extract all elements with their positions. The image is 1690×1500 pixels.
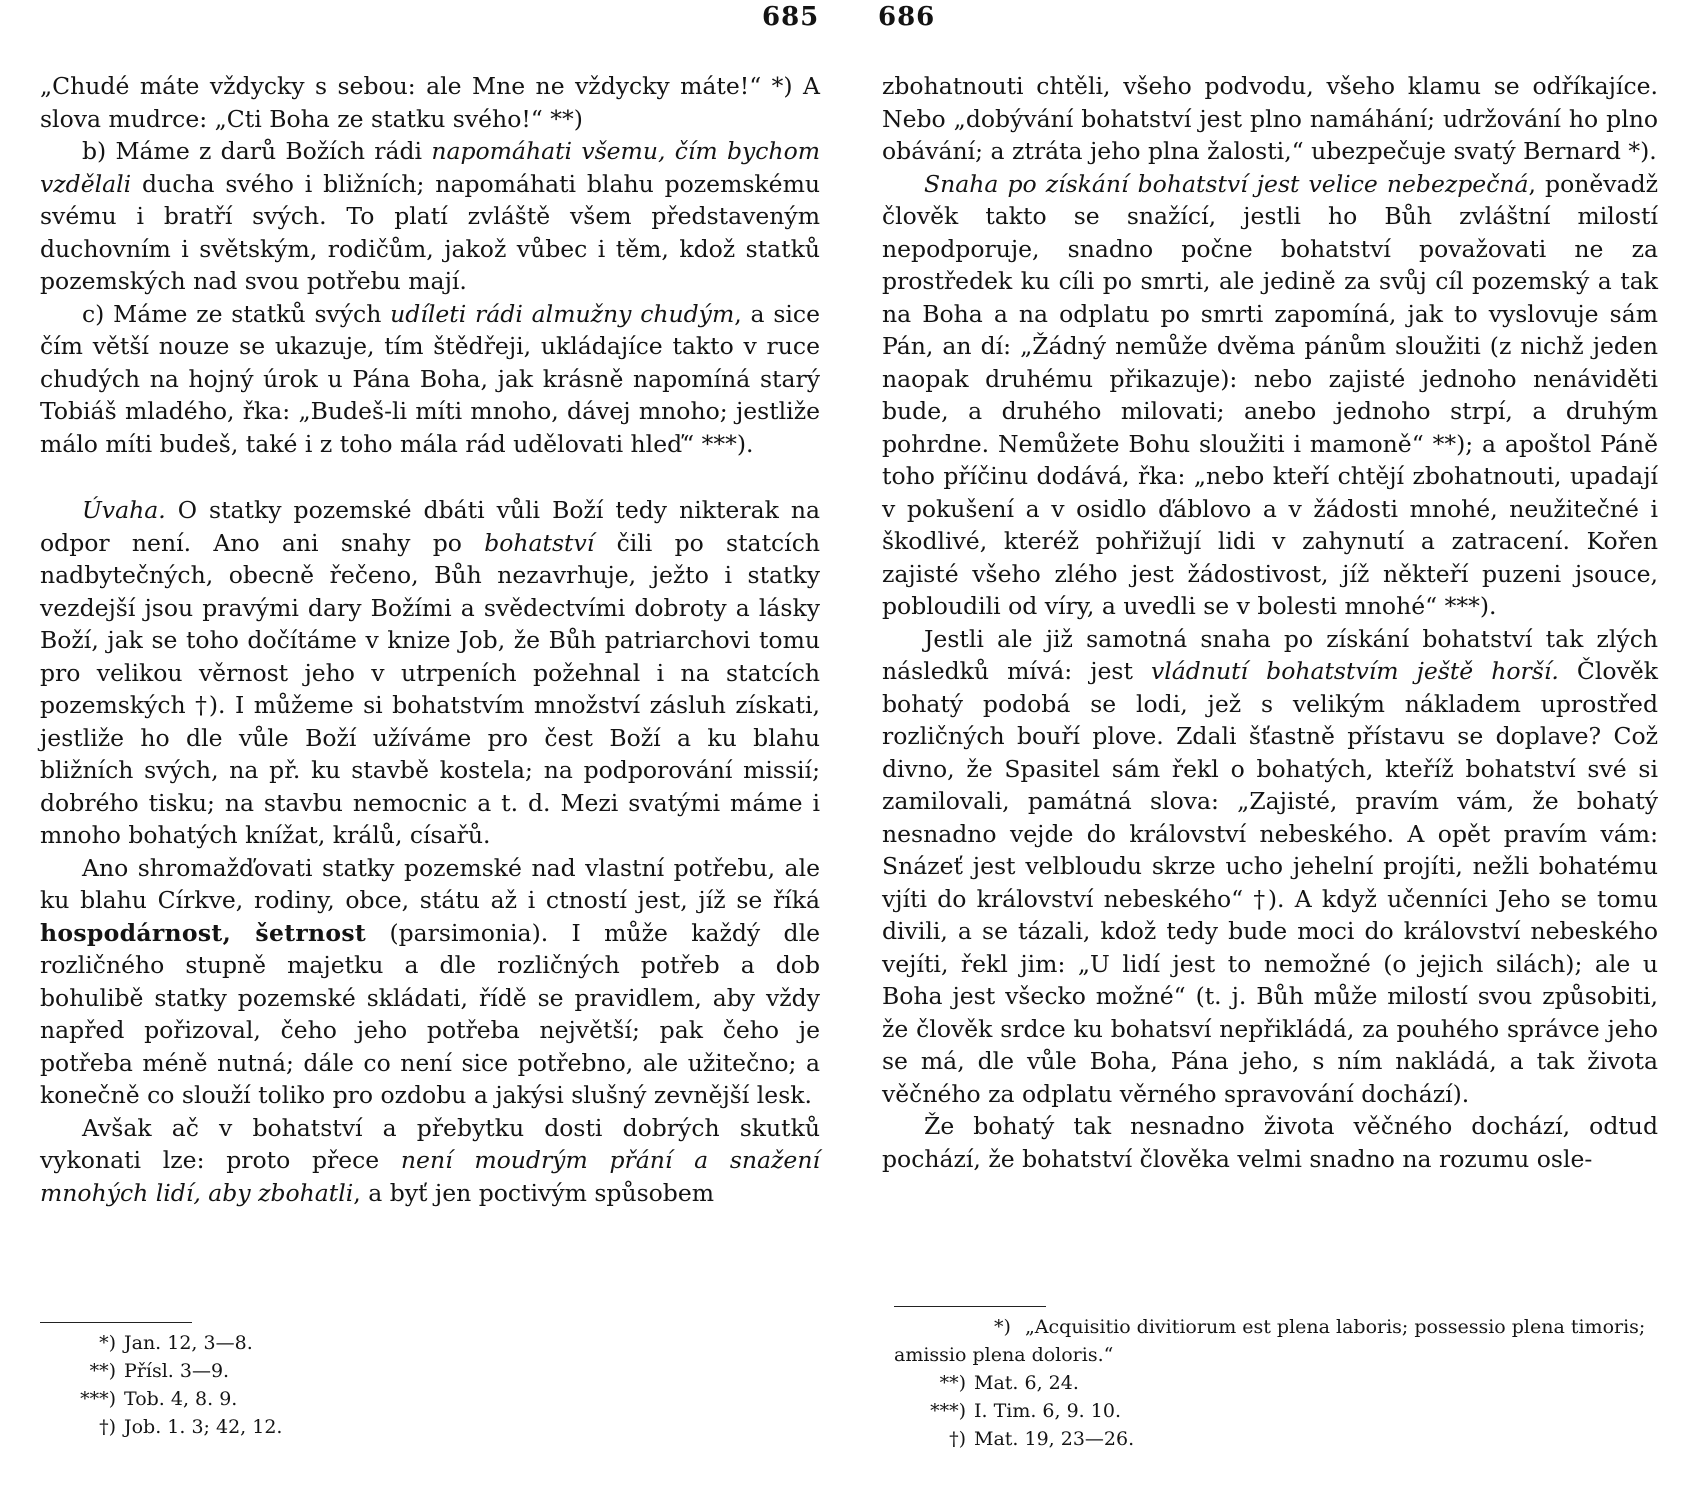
footnote-mark: †) <box>99 1416 116 1438</box>
emphasis-text: udíleti rádi almužny chudým <box>390 299 735 328</box>
footnote-mark: **) <box>89 1360 116 1382</box>
left-footnotes <box>40 1329 820 1441</box>
footnote-text: Přísl. 3—9. <box>124 1360 230 1382</box>
text-run: Jestli ale již samotná snaha po získání bohatství tak zlých následků mívá: jest <box>882 624 1658 685</box>
page-number-left: 685 <box>762 2 820 32</box>
text-run: c) Máme ze statků svých <box>82 299 391 328</box>
footnote-text: Tob. 4, 8. 9. <box>124 1388 238 1410</box>
footnote-mark: *) <box>99 1332 116 1354</box>
paragraph <box>40 298 820 461</box>
footnote <box>40 1357 820 1385</box>
text-run: Ano shromažďovati statky pozemské nad vlastní potřebu, ale ku blahu Církve, rodiny, obce, státu až i ctností jest, jíž se říká <box>40 853 820 914</box>
paragraph <box>882 168 1658 623</box>
text-run: Avšak ač v bohatství a přebytku dosti dobrých skutků vykonati lze: proto přece <box>40 1113 820 1174</box>
left-page <box>40 70 820 1470</box>
text-run: Člověk bohatý podobá se lodi, jež s velikým nákladem uprostřed rozličných bouří plove. Zdali šťastně přístavu se doplave? Což divno, že Spasitel sám řekl o bohatých, kteříž bohatství své si zamilovali, památná slova: „Zajisté, pravím vám, že bohatý nesnadno vejde do království nebeského. A opět pravím vám: Snázeť jest velbloudu skrze ucho jehelní projíti, nežli bohatému vjíti do království nebeského“ †). A když učenníci Jeho se tomu divili, a se tázali, kdož tedy bude moci do království nebeského vejíti, řekl jim: „U lidí jest to nemožné (o jejich silách); ale u Boha jest všecko možné“ (t. j. Bůh může milostí svou způsobiti, že člověk srdce ku bohatsví nepřikládá, za pouhého správce jeho se má, dle vůle Boha, Pána jeho, s ním nakládá, a tak života věčného za odplatu věrného spravování dochází). <box>882 657 1658 1108</box>
text-run: , a byť jen poctivým spůsobem <box>353 1178 715 1207</box>
text-run: b) Máme z darů Božích rádi <box>82 137 432 165</box>
text-run: (parsimonia). I může každý dle rozličného stupně majetku a dle rozličných potřeb a dob bohulibě statky pozemské skládati, řídě se pravidlem, aby vždy napřed pořizoval, čeho jeho potřeba největší; pak čeho je potřeba méně nutná; dále co není sice potřebno, ale užitečno; a konečně co slouží toliko pro ozdobu a jakýsi slušný zevnější lesk. <box>40 918 820 1109</box>
text-run: čili po statcích nadbytečných, obecně řečeno, Bůh nezavrhuje, ježto i statky vezdejší jsou pravými dary Božími a svědectvími dobroty a lásky Boží, jak se toho dočítáme v knize Job, že Bůh patriarchovi tomu pro velikou věrnost jeho v utrpeních požehnal i na statcích pozemských †). I můžeme si bohatstvím množství zásluh získati, jestliže ho dle vůle Boží užíváme pro čest Boží a ku blahu bližních svých, na př. ku stavbě kostela; na podporování missií; dobrého tisku; na stavbu nemocnic a t. d. Mezi svatými máme i mnoho bohatých knížat, králů, císařů. <box>40 528 820 849</box>
footnote <box>40 1413 820 1441</box>
text-run: ducha svého i bližních; napomáhati blahu pozemskému svému i bratří svých. To platí zvláště všem představeným duchovním i světským, rodičům, jakož vůbec i těm, kdož statků pozemských nad svou potřebu mají. <box>40 169 820 295</box>
right-page <box>882 70 1658 1470</box>
text-run: „Chudé máte vždycky s sebou: ale Mne ne vždycky máte!“ *) A slova mudrce: „Cti Boha ze statku svého!“ **) <box>40 72 820 133</box>
footnote-mark: ***) <box>80 1388 116 1410</box>
footnote-text: Mat. 6, 24. <box>974 1372 1079 1394</box>
right-footnotes <box>882 1313 1658 1453</box>
footnote-mark: *) <box>994 1316 1011 1338</box>
emphasis-text: Snaha po získání bohatství jest velice nebezpečná <box>924 169 1529 198</box>
footnote-divider <box>894 1306 1046 1307</box>
bold-text: hospodárnost, šetrnost <box>40 918 367 947</box>
paragraph <box>882 623 1658 1111</box>
footnote-text: „Acquisitio divitiorum est plena laboris; possessio plena timoris; amissio plena doloris.“ <box>894 1316 1646 1366</box>
paragraph <box>882 70 1658 168</box>
emphasis-text: Úvaha. <box>82 496 166 524</box>
footnote <box>40 1385 820 1413</box>
footnote-mark: †) <box>949 1428 966 1450</box>
text-run: Že bohatý tak nesnadno života věčného dochází, odtud pochází, že bohatství člověka velmi snadno na rozumu osle- <box>882 1112 1658 1173</box>
footnote <box>882 1313 1658 1369</box>
text-run: O statky pozemské dbáti vůli Boží tedy nikterak na odpor není. Ano ani snahy po <box>40 496 820 557</box>
footnote-text: Jan. 12, 3—8. <box>124 1332 253 1354</box>
footnote <box>882 1425 1658 1453</box>
paragraph <box>882 1110 1658 1175</box>
text-run: , poněvadž člověk takto se snažící, jestli ho Bůh zvláštní milostí nepodporuje, snadno počne bohatství považovati ne za prostředek ku cíli po smrti, ale jedině za svůj cíl pozemský a tak na Boha a na odplatu po smrti zapomíná, jak to vyslovuje sám Pán, an dí: „Žádný nemůže dvěma pánům sloužiti (z nichž jeden naopak druhému přikazuje): nebo zajisté jednoho nenáviděti bude, a druhého milovati; anebo jednoho strpí, a druhým pohrdne. Nemůžete Bohu sloužiti i mamoně“ **); a apoštol Páně toho příčinu dodává, řka: „nebo kteří chtějí zbohatnouti, upadají v pokušení a v osidlo ďáblovo a v žádosti mnohé, neužitečné i škodlivé, kteréž pohřižují lidi v zahynutí a zatracení. Kořen zajisté všeho zlého jest žádostivost, jíž někteří puzeni jsouce, pobloudili od víry, a uvedli se v bolesti mnohé“ ***). <box>882 169 1658 620</box>
footnote <box>882 1397 1658 1425</box>
emphasis-text: napomáhati všemu, čím bychom vzdělali <box>40 137 820 198</box>
footnote-text: Job. 1. 3; 42, 12. <box>124 1416 283 1438</box>
text-run: , a sice čím větší nouze se ukazuje, tím štědřeji, ukládajíce takto v ruce chudých na hojný úrok u Pána Boha, jak krásně napomíná starý Tobiáš mladého, řka: „Budeš-li míti mnoho, dávej mnoho; jestliže málo míti budeš, také i z toho mála rád udělovati hleď“ ***). <box>40 299 820 458</box>
paragraph <box>40 70 820 135</box>
left-body-text <box>40 70 820 1318</box>
footnote-text: I. Tim. 6, 9. 10. <box>974 1400 1121 1422</box>
paragraph <box>40 852 820 1112</box>
emphasis-text: vládnutí bohatstvím ještě horší. <box>1151 657 1559 685</box>
paragraph <box>40 135 820 298</box>
footnote-text: Mat. 19, 23—26. <box>974 1428 1135 1450</box>
paragraph <box>40 1112 820 1210</box>
emphasis-text: není moudrým přání a snažení mnohých lidí, aby zbohatli <box>40 1146 820 1207</box>
page-number-right: 686 <box>878 2 936 32</box>
text-run: zbohatnouti chtěli, všeho podvodu, všeho klamu se odříkajíce. Nebo „dobývání bohatství jest plno namáhání; udržování ho plno obávání; a ztráta jeho plna žalosti,“ ubezpečuje svatý Bernard *). <box>882 72 1658 165</box>
footnote-mark: ***) <box>930 1400 966 1422</box>
footnote <box>882 1369 1658 1397</box>
footnote <box>40 1329 820 1357</box>
emphasis-text: bohatství <box>484 528 595 557</box>
footnote-mark: **) <box>939 1372 966 1394</box>
paragraph <box>40 494 820 852</box>
footnote-divider <box>40 1322 192 1323</box>
right-body-text <box>882 70 1658 1302</box>
